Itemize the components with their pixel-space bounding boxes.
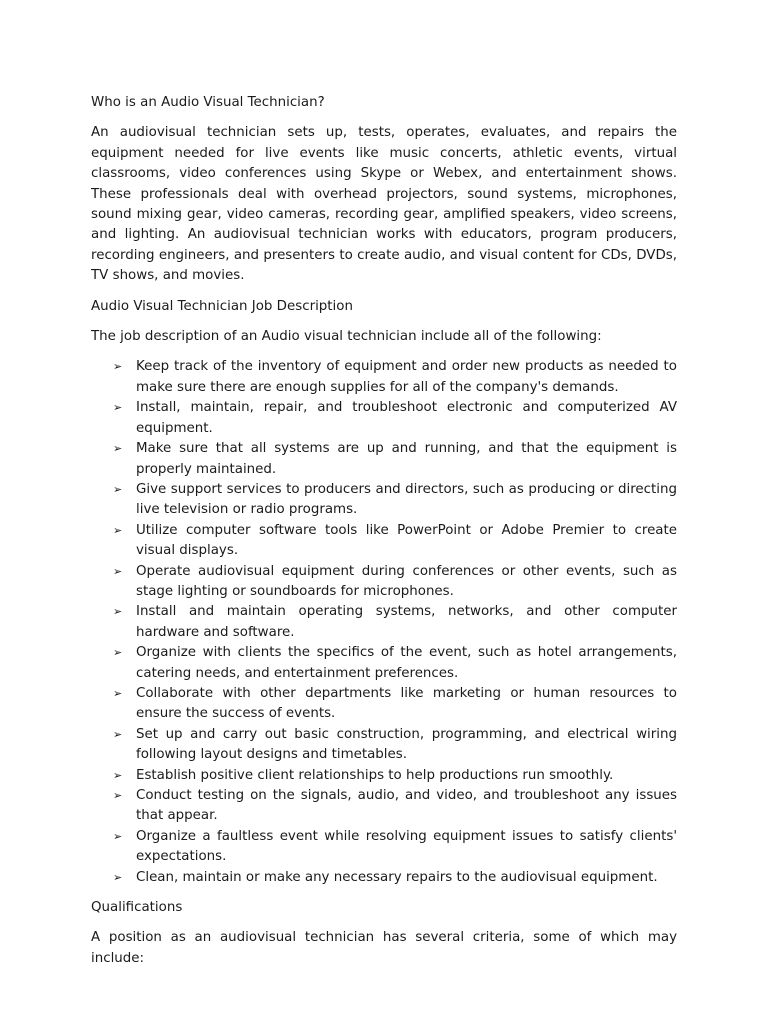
list-item-text: Clean, maintain or make any necessary repairs to the audiovisual equipment. [136,869,658,885]
list-item [91,786,677,827]
list-item-text: Organize a faultless event while resolving equipment issues to satisfy clients' expectations. [136,828,677,865]
list-item-text: Give support services to producers and directors, such as producing or directing live television or radio programs. [136,481,677,518]
arrow-bullet-icon: ➢ [113,523,123,537]
arrow-bullet-icon: ➢ [113,564,123,578]
list-item-text: Establish positive client relationships to help productions run smoothly. [136,767,614,783]
list-item-text: Collaborate with other departments like marketing or human resources to ensure the success of events. [136,685,677,722]
list-item-text: Install and maintain operating systems, networks, and other computer hardware and software. [136,604,677,640]
list-item [91,766,677,786]
list-item-text: Set up and carry out basic construction, programming, and electrical wiring following layout designs and timetables. [136,726,677,763]
arrow-bullet-icon: ➢ [113,870,123,884]
job-description-intro: The job description of an Audio visual technician include all of the following: [91,329,602,345]
arrow-bullet-icon: ➢ [113,482,123,496]
list-item [91,562,677,603]
list-item [91,827,677,868]
list-item-text: Conduct testing on the signals, audio, and video, and troubleshoot any issues that appear. [136,788,677,824]
list-item-text: Organize with clients the specifics of the event, such as hotel arrangements, catering needs, and entertainment preferences. [136,645,677,681]
arrow-bullet-icon: ➢ [113,605,123,619]
heading-job-description: Audio Visual Technician Job Description [91,298,353,314]
job-duties-list [91,357,677,888]
list-item-text: Make sure that all systems are up and running, and that the equipment is properly maintained. [136,441,677,477]
list-item [91,725,677,766]
list-item [91,480,677,521]
list-item [91,868,677,888]
arrow-bullet-icon: ➢ [113,789,123,802]
arrow-bullet-icon: ➢ [113,646,123,660]
list-item [91,439,677,480]
arrow-bullet-icon: ➢ [113,727,123,741]
list-item [91,684,677,725]
list-item-text: Operate audiovisual equipment during conferences or other events, such as stage lighting or soundboards for microphones. [136,563,677,599]
list-item [91,398,677,439]
intro-paragraph: An audiovisual technician sets up, tests, operates, evaluates, and repairs the equipment needed for live events like music concerts, athletic events, virtual classrooms, video conferences using Skype or Webex, and entertainment shows. These professionals deal with overhead projectors, sound systems, microphones, sound mixing gear, video cameras, recording gear, amplified speakers, video screens, and lighting. An audiovisual technician works with educators, program producers, recording engineers, and presenters to create audio, and visual content for CDs, DVDs, TV shows, and movies. [91,125,677,284]
heading-who-is-av-technician: Who is an Audio Visual Technician? [91,95,325,110]
arrow-bullet-icon: ➢ [113,829,123,843]
arrow-bullet-icon: ➢ [113,768,123,782]
arrow-bullet-icon: ➢ [113,442,123,456]
qualifications-intro: A position as an audiovisual technician has several criteria, some of which may include: [91,930,677,966]
list-item [91,643,677,684]
list-item [91,602,677,643]
arrow-bullet-icon: ➢ [113,360,123,374]
list-item-text: Install, maintain, repair, and troubleshoot electronic and computerized AV equipment. [136,400,677,436]
heading-qualifications: Qualifications [91,900,183,916]
list-item-text: Utilize computer software tools like PowerPoint or Adobe Premier to create visual displays. [136,522,677,559]
arrow-bullet-icon: ➢ [113,686,123,700]
arrow-bullet-icon: ➢ [113,401,123,415]
list-item [91,521,677,562]
list-item-text: Keep track of the inventory of equipment and order new products as needed to make sure there are enough supplies for all of the company's demands. [136,359,677,395]
document-body [91,93,677,979]
list-item [91,357,677,398]
